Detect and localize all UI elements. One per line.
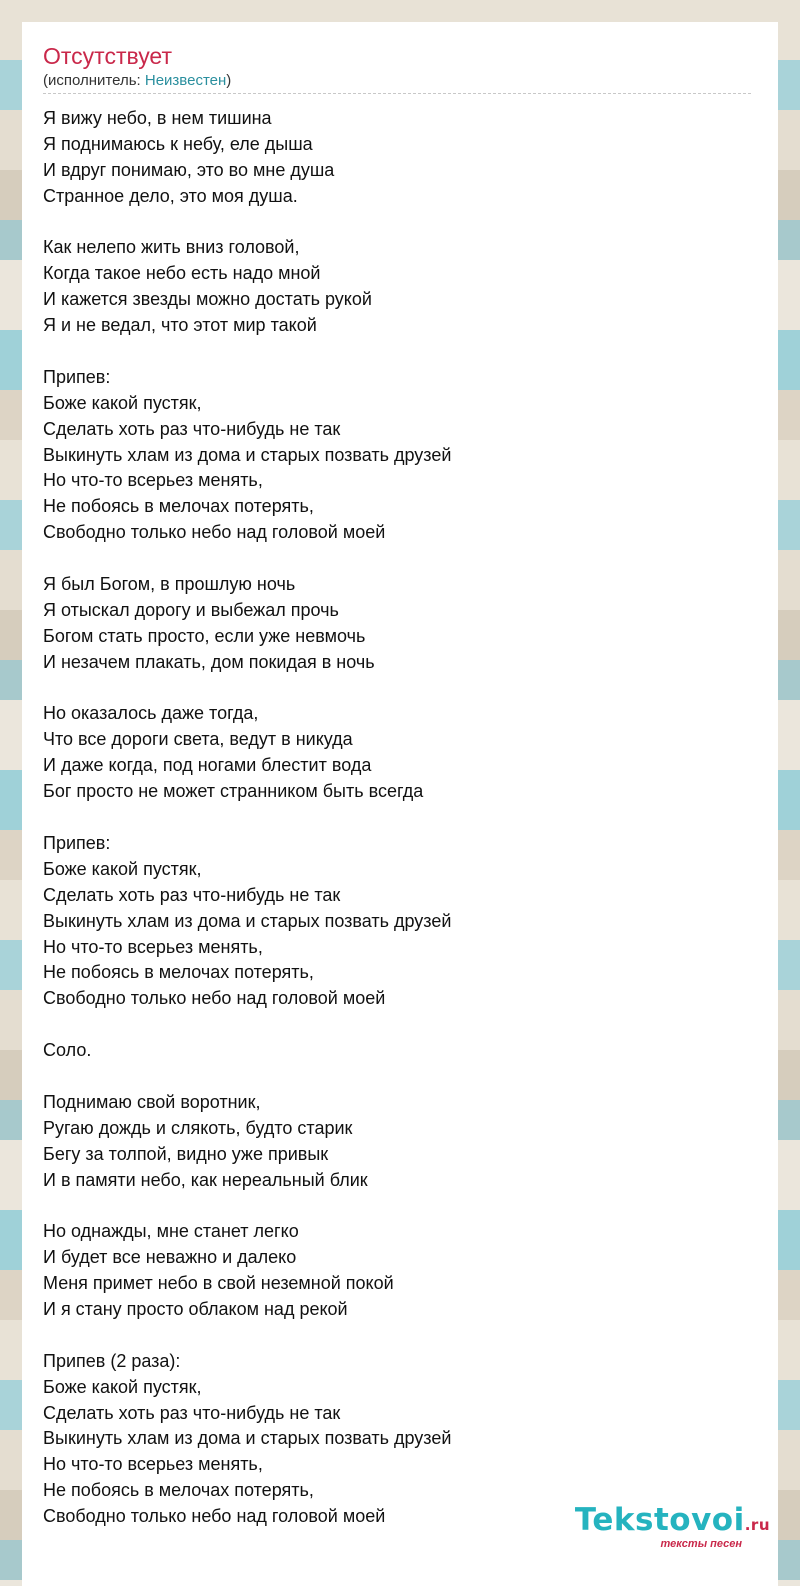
lyric-line: И даже когда, под ногами блестит вода	[43, 755, 372, 776]
lyric-line: Ругаю дождь и слякоть, будто старик	[43, 1117, 353, 1138]
lyric-line	[43, 805, 757, 831]
lyric-line: Припев:	[43, 366, 111, 387]
lyric-line: Богом стать просто, если уже невмочь	[43, 625, 366, 646]
lyric-line: Странное дело, это моя душа.	[43, 185, 298, 206]
lyric-line: Припев (2 раза):	[43, 1350, 181, 1371]
lyric-line	[43, 1323, 757, 1349]
logo-tagline: тексты песен	[660, 1538, 742, 1550]
lyric-line: Я был Богом, в прошлую ночь	[43, 574, 296, 595]
lyric-line	[43, 1064, 757, 1090]
lyric-line: Бог просто не может странником быть всегда	[43, 781, 424, 802]
lyric-line: Что все дороги света, ведут в никуда	[43, 729, 353, 750]
lyric-line: И незачем плакать, дом покидая в ночь	[43, 651, 375, 672]
logo-name: Tekstovoi	[574, 1502, 745, 1538]
lyric-line: И кажется звезды можно достать рукой	[43, 289, 372, 310]
lyric-line: Я и не ведал, что этот мир такой	[43, 315, 317, 336]
lyric-line: Соло.	[43, 1040, 92, 1061]
artist-line	[43, 71, 757, 91]
lyric-line: И в памяти небо, как нереальный блик	[43, 1169, 368, 1190]
lyric-line: Боже какой пустяк,	[43, 1376, 202, 1397]
lyric-line: Когда такое небо есть надо мной	[43, 263, 321, 284]
lyrics-card	[22, 22, 778, 1586]
lyric-line: Не побоясь в мелочах потерять,	[43, 962, 314, 983]
lyric-line: Меня примет небо в свой неземной покой	[43, 1273, 394, 1294]
lyric-line: Но что-то всерьез менять,	[43, 1454, 263, 1475]
lyric-line: Но что-то всерьез менять,	[43, 470, 263, 491]
lyric-line: Но однажды, мне станет легко	[43, 1221, 299, 1242]
lyric-line	[43, 1193, 757, 1219]
lyric-line: И будет все неважно и далеко	[43, 1247, 297, 1268]
lyric-line: Не побоясь в мелочах потерять,	[43, 1480, 314, 1501]
lyric-line: Я вижу небо, в нем тишина	[43, 108, 272, 128]
artist-suffix: )	[226, 72, 232, 89]
lyric-line: И вдруг понимаю, это во мне душа	[43, 159, 335, 180]
lyric-line: Выкинуть хлам из дома и старых позвать друзей	[43, 1428, 452, 1449]
lyric-line: Не побоясь в мелочах потерять,	[43, 496, 314, 517]
lyric-line: Поднимаю свой воротник,	[43, 1091, 261, 1112]
lyric-line: Выкинуть хлам из дома и старых позвать друзей	[43, 910, 452, 931]
lyric-line: Припев:	[43, 832, 111, 853]
lyric-line	[43, 1012, 757, 1038]
lyric-line: Но что-то всерьез менять,	[43, 936, 263, 957]
artist-prefix: (исполнитель:	[43, 72, 145, 89]
lyric-line: Сделать хоть раз что-нибудь не так	[43, 418, 341, 439]
lyric-line	[43, 546, 757, 572]
lyric-line: Сделать хоть раз что-нибудь не так	[43, 1402, 341, 1423]
lyric-line: Свободно только небо над головой моей	[43, 988, 386, 1009]
lyric-line: Я поднимаюсь к небу, еле дыша	[43, 133, 313, 154]
site-logo[interactable]	[575, 1504, 770, 1550]
lyric-line	[43, 210, 757, 236]
lyric-line	[43, 339, 757, 365]
lyric-line	[43, 676, 757, 702]
dashed-divider	[43, 93, 751, 94]
lyric-line: Я отыскал дорогу и выбежал прочь	[43, 599, 339, 620]
lyric-line: Боже какой пустяк,	[43, 392, 202, 413]
lyric-line: Выкинуть хлам из дома и старых позвать друзей	[43, 444, 452, 465]
lyric-line: Бегу за толпой, видно уже привык	[43, 1143, 329, 1164]
artist-link[interactable]: Неизвестен	[144, 72, 227, 89]
lyric-line: Свободно только небо над головой моей	[43, 1506, 386, 1527]
lyric-line: Свободно только небо над головой моей	[43, 522, 386, 543]
lyrics-text	[43, 106, 757, 1530]
lyric-line: Но оказалось даже тогда,	[43, 703, 259, 724]
lyric-line: Сделать хоть раз что-нибудь не так	[43, 884, 341, 905]
logo-wordmark	[575, 1504, 770, 1541]
lyric-line: Боже какой пустяк,	[43, 858, 202, 879]
lyric-line: И я стану просто облаком над рекой	[43, 1298, 348, 1319]
lyric-line: Как нелепо жить вниз головой,	[43, 237, 300, 258]
logo-tld: .ru	[744, 1516, 770, 1534]
song-title: Отсутствует	[43, 43, 172, 69]
